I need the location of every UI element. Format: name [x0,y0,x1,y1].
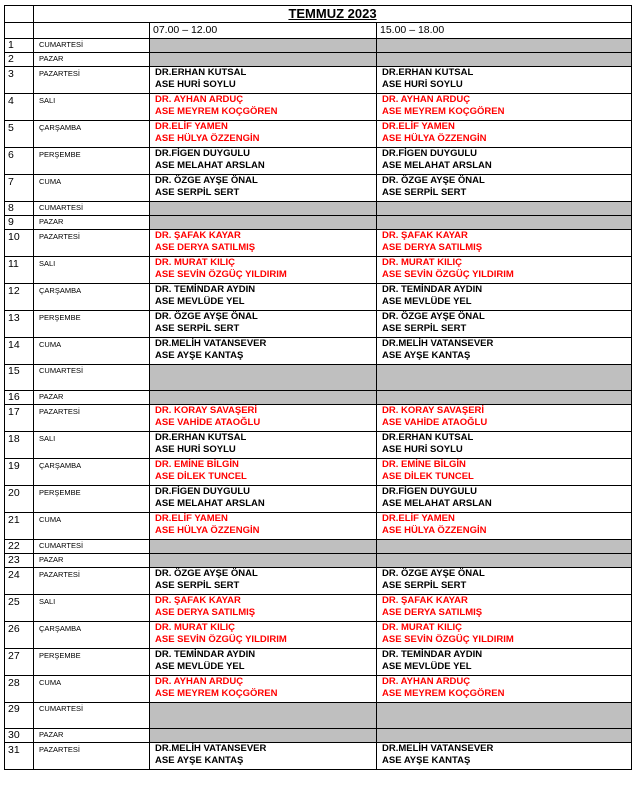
day-number: 4 [5,94,34,121]
day-name: PAZAR [34,729,150,743]
weekend-cell-morning [150,729,377,743]
doctor-name: DR.FİGEN DUYGULU [155,486,250,497]
afternoon-shift-cell [377,459,632,486]
afternoon-shift-cell [377,121,632,148]
day-row [5,338,632,365]
weekend-cell-afternoon [377,202,632,216]
duty-schedule-table [4,5,632,770]
day-name: CUMA [34,175,150,202]
day-name: CUMARTESİ [34,540,150,554]
day-number: 10 [5,230,34,257]
weekend-cell-afternoon [377,365,632,391]
day-row [5,676,632,703]
day-number: 3 [5,67,34,94]
weekend-cell-morning [150,365,377,391]
morning-shift-cell [150,432,377,459]
doctor-name: DR.MELİH VATANSEVER [155,743,267,754]
day-name: PAZAR [34,554,150,568]
day-number: 1 [5,39,34,53]
day-row [5,148,632,175]
day-row [5,649,632,676]
morning-shift-cell [150,568,377,595]
day-name: PAZARTESİ [34,230,150,257]
day-name: SALI [34,94,150,121]
day-number: 30 [5,729,34,743]
nurse-name: ASE AYŞE KANTAŞ [155,755,244,766]
day-number: 5 [5,121,34,148]
doctor-name: DR.ERHAN KUTSAL [155,67,247,78]
morning-shift-cell [150,676,377,703]
day-name: SALI [34,257,150,284]
doctor-name: DR.MELİH VATANSEVER [382,743,494,754]
doctor-name: DR.ERHAN KUTSAL [155,432,247,443]
afternoon-shift-cell [377,67,632,94]
doctor-name: DR. ŞAFAK KAYAR [382,595,468,606]
day-name: PAZARTESİ [34,67,150,94]
weekend-cell-morning [150,703,377,729]
day-number: 20 [5,486,34,513]
weekend-cell-morning [150,202,377,216]
day-row [5,284,632,311]
morning-shift-cell [150,148,377,175]
weekend-cell-morning [150,540,377,554]
morning-shift-cell [150,622,377,649]
day-row [5,595,632,622]
morning-shift-cell [150,459,377,486]
day-name: PAZARTESİ [34,568,150,595]
nurse-name: ASE MELAHAT ARSLAN [155,160,265,171]
nurse-name: ASE HURİ SOYLU [382,444,463,455]
nurse-name: ASE DERYA SATILMIŞ [155,607,256,618]
nurse-name: ASE DİLEK TUNCEL [382,471,474,482]
doctor-name: DR. AYHAN ARDUÇ [382,676,471,687]
day-name: PAZARTESİ [34,743,150,770]
doctor-name: DR. ŞAFAK KAYAR [382,230,468,241]
morning-shift-cell [150,513,377,540]
day-number: 26 [5,622,34,649]
doctor-name: DR.MELİH VATANSEVER [382,338,494,349]
afternoon-shift-cell [377,568,632,595]
afternoon-shift-cell [377,230,632,257]
morning-shift-cell [150,94,377,121]
afternoon-shift-cell [377,405,632,432]
day-name: PAZAR [34,391,150,405]
day-row [5,202,632,216]
nurse-name: ASE SEVİN ÖZGÜÇ YILDIRIM [382,269,514,280]
day-number: 29 [5,703,34,729]
day-number: 14 [5,338,34,365]
day-number: 18 [5,432,34,459]
nurse-name: ASE VAHİDE ATAOĞLU [382,417,488,428]
doctor-name: DR. AYHAN ARDUÇ [155,676,244,687]
doctor-name: DR.FİGEN DUYGULU [382,148,477,159]
doctor-name: DR.ELİF YAMEN [382,513,455,524]
weekend-cell-afternoon [377,39,632,53]
morning-shift-cell [150,743,377,770]
day-row [5,216,632,230]
day-name: PAZAR [34,53,150,67]
day-row [5,486,632,513]
shift-header-row [5,23,632,39]
day-row [5,365,632,391]
day-row [5,391,632,405]
doctor-name: DR. TEMİNDAR AYDIN [382,284,483,295]
day-row [5,230,632,257]
afternoon-shift-cell [377,432,632,459]
nurse-name: ASE AYŞE KANTAŞ [382,350,471,361]
nurse-name: ASE MELAHAT ARSLAN [155,498,265,509]
day-number: 15 [5,365,34,391]
afternoon-shift-cell [377,676,632,703]
nurse-name: ASE SEVİN ÖZGÜÇ YILDIRIM [155,634,287,645]
day-row [5,67,632,94]
nurse-name: ASE DERYA SATILMIŞ [155,242,256,253]
afternoon-shift-cell [377,338,632,365]
doctor-name: DR. KORAY SAVAŞERİ [382,405,485,416]
day-name: CUMARTESİ [34,202,150,216]
day-number: 27 [5,649,34,676]
nurse-name: ASE HURİ SOYLU [155,444,236,455]
nurse-name: ASE DİLEK TUNCEL [155,471,247,482]
morning-shift-cell [150,230,377,257]
day-name: PERŞEMBE [34,649,150,676]
day-name: ÇARŞAMBA [34,284,150,311]
day-row [5,622,632,649]
afternoon-shift-cell [377,486,632,513]
day-number: 11 [5,257,34,284]
day-name: CUMA [34,676,150,703]
day-number: 2 [5,53,34,67]
day-name: CUMA [34,513,150,540]
day-row [5,121,632,148]
day-number: 31 [5,743,34,770]
doctor-name: DR. EMİNE BİLGİN [382,459,466,470]
doctor-name: DR. EMİNE BİLGİN [155,459,239,470]
nurse-name: ASE AYŞE KANTAŞ [155,350,244,361]
day-row [5,311,632,338]
doctor-name: DR. MURAT KILIÇ [155,622,236,633]
day-row [5,405,632,432]
day-name: PAZAR [34,216,150,230]
day-number: 12 [5,284,34,311]
nurse-name: ASE MEYREM KOÇGÖREN [382,688,505,699]
day-number: 19 [5,459,34,486]
doctor-name: DR. ÖZGE AYŞE ÖNAL [155,311,258,322]
day-number: 24 [5,568,34,595]
nurse-name: ASE SEVİN ÖZGÜÇ YILDIRIM [155,269,287,280]
day-name: SALI [34,432,150,459]
nurse-name: ASE HURİ SOYLU [155,79,236,90]
afternoon-shift-cell [377,94,632,121]
day-number: 6 [5,148,34,175]
nurse-name: ASE VAHİDE ATAOĞLU [155,417,261,428]
day-row [5,459,632,486]
nurse-name: ASE SERPİL SERT [382,187,467,198]
afternoon-shift-cell [377,311,632,338]
nurse-name: ASE MEVLÜDE YEL [382,661,472,672]
doctor-name: DR.FİGEN DUYGULU [382,486,477,497]
day-row [5,513,632,540]
weekend-cell-morning [150,39,377,53]
day-row [5,554,632,568]
nurse-name: ASE SERPİL SERT [155,580,240,591]
morning-shift-cell [150,284,377,311]
afternoon-shift-cell [377,595,632,622]
day-number: 23 [5,554,34,568]
day-row [5,257,632,284]
day-number: 28 [5,676,34,703]
afternoon-shift-cell [377,257,632,284]
afternoon-shift-cell [377,649,632,676]
nurse-name: ASE HÜLYA ÖZZENGİN [155,133,260,144]
nurse-name: ASE MELAHAT ARSLAN [382,160,492,171]
nurse-name: ASE MEYREM KOÇGÖREN [382,106,505,117]
nurse-name: ASE MEVLÜDE YEL [155,661,245,672]
afternoon-shift-cell [377,175,632,202]
day-row [5,432,632,459]
weekend-cell-afternoon [377,391,632,405]
morning-shift-cell [150,257,377,284]
day-row [5,94,632,121]
morning-shift-cell [150,338,377,365]
day-number: 16 [5,391,34,405]
doctor-name: DR.FİGEN DUYGULU [155,148,250,159]
nurse-name: ASE SEVİN ÖZGÜÇ YILDIRIM [382,634,514,645]
doctor-name: DR. ÖZGE AYŞE ÖNAL [382,311,485,322]
morning-shift-cell [150,121,377,148]
doctor-name: DR. ŞAFAK KAYAR [155,230,241,241]
weekend-cell-afternoon [377,729,632,743]
weekend-cell-morning [150,554,377,568]
weekend-cell-afternoon [377,216,632,230]
nurse-name: ASE SERPİL SERT [382,323,467,334]
nurse-name: ASE SERPİL SERT [382,580,467,591]
afternoon-shift-cell [377,148,632,175]
doctor-name: DR. ÖZGE AYŞE ÖNAL [382,175,485,186]
doctor-name: DR.ELİF YAMEN [155,513,228,524]
weekend-cell-afternoon [377,53,632,67]
doctor-name: DR. ÖZGE AYŞE ÖNAL [155,175,258,186]
day-row [5,540,632,554]
schedule-title: TEMMUZ 2023 [34,6,632,23]
day-row [5,729,632,743]
day-number: 9 [5,216,34,230]
day-number: 7 [5,175,34,202]
nurse-name: ASE DERYA SATILMIŞ [382,607,483,618]
day-name: SALI [34,595,150,622]
nurse-name: ASE MEYREM KOÇGÖREN [155,106,278,117]
doctor-name: DR. AYHAN ARDUÇ [155,94,244,105]
nurse-name: ASE HÜLYA ÖZZENGİN [155,525,260,536]
morning-shift-cell [150,311,377,338]
day-name: PERŞEMBE [34,486,150,513]
day-name: ÇARŞAMBA [34,459,150,486]
weekend-cell-morning [150,53,377,67]
day-number: 25 [5,595,34,622]
doctor-name: DR. ÖZGE AYŞE ÖNAL [155,568,258,579]
morning-shift-cell [150,486,377,513]
doctor-name: DR.ERHAN KUTSAL [382,432,474,443]
day-name: CUMA [34,338,150,365]
afternoon-shift-cell [377,513,632,540]
day-row [5,175,632,202]
doctor-name: DR.ELİF YAMEN [382,121,455,132]
doctor-name: DR. ŞAFAK KAYAR [155,595,241,606]
morning-shift-cell [150,595,377,622]
day-row [5,53,632,67]
doctor-name: DR.MELİH VATANSEVER [155,338,267,349]
nurse-name: ASE HURİ SOYLU [382,79,463,90]
doctor-name: DR. ÖZGE AYŞE ÖNAL [382,568,485,579]
afternoon-shift-cell [377,284,632,311]
nurse-name: ASE SERPİL SERT [155,187,240,198]
doctor-name: DR. TEMİNDAR AYDIN [155,649,256,660]
doctor-name: DR. TEMİNDAR AYDIN [382,649,483,660]
weekend-cell-afternoon [377,554,632,568]
day-row [5,703,632,729]
day-name: PAZARTESİ [34,405,150,432]
day-name: ÇARŞAMBA [34,121,150,148]
shift-header-morning: 07.00 – 12.00 [150,23,377,39]
day-number: 21 [5,513,34,540]
day-number: 13 [5,311,34,338]
day-row [5,39,632,53]
doctor-name: DR. MURAT KILIÇ [382,257,463,268]
nurse-name: ASE MEVLÜDE YEL [155,296,245,307]
doctor-name: DR. MURAT KILIÇ [155,257,236,268]
day-name: PERŞEMBE [34,148,150,175]
weekend-cell-afternoon [377,703,632,729]
day-name: CUMARTESİ [34,39,150,53]
morning-shift-cell [150,67,377,94]
doctor-name: DR. KORAY SAVAŞERİ [155,405,258,416]
day-name: CUMARTESİ [34,365,150,391]
shift-header-afternoon: 15.00 – 18.00 [377,23,632,39]
morning-shift-cell [150,405,377,432]
day-row [5,568,632,595]
day-number: 17 [5,405,34,432]
nurse-name: ASE DERYA SATILMIŞ [382,242,483,253]
weekend-cell-afternoon [377,540,632,554]
nurse-name: ASE AYŞE KANTAŞ [382,755,471,766]
doctor-name: DR. AYHAN ARDUÇ [382,94,471,105]
doctor-name: DR. TEMİNDAR AYDIN [155,284,256,295]
nurse-name: ASE MEYREM KOÇGÖREN [155,688,278,699]
day-number: 8 [5,202,34,216]
morning-shift-cell [150,175,377,202]
day-name: PERŞEMBE [34,311,150,338]
doctor-name: DR.ELİF YAMEN [155,121,228,132]
doctor-name: DR. MURAT KILIÇ [382,622,463,633]
nurse-name: ASE HÜLYA ÖZZENGİN [382,525,487,536]
doctor-name: DR.ERHAN KUTSAL [382,67,474,78]
afternoon-shift-cell [377,622,632,649]
day-name: ÇARŞAMBA [34,622,150,649]
nurse-name: ASE MELAHAT ARSLAN [382,498,492,509]
nurse-name: ASE HÜLYA ÖZZENGİN [382,133,487,144]
nurse-name: ASE SERPİL SERT [155,323,240,334]
afternoon-shift-cell [377,743,632,770]
nurse-name: ASE MEVLÜDE YEL [382,296,472,307]
day-name: CUMARTESİ [34,703,150,729]
weekend-cell-morning [150,391,377,405]
day-number: 22 [5,540,34,554]
title-row [5,6,632,23]
day-row [5,743,632,770]
weekend-cell-morning [150,216,377,230]
morning-shift-cell [150,649,377,676]
